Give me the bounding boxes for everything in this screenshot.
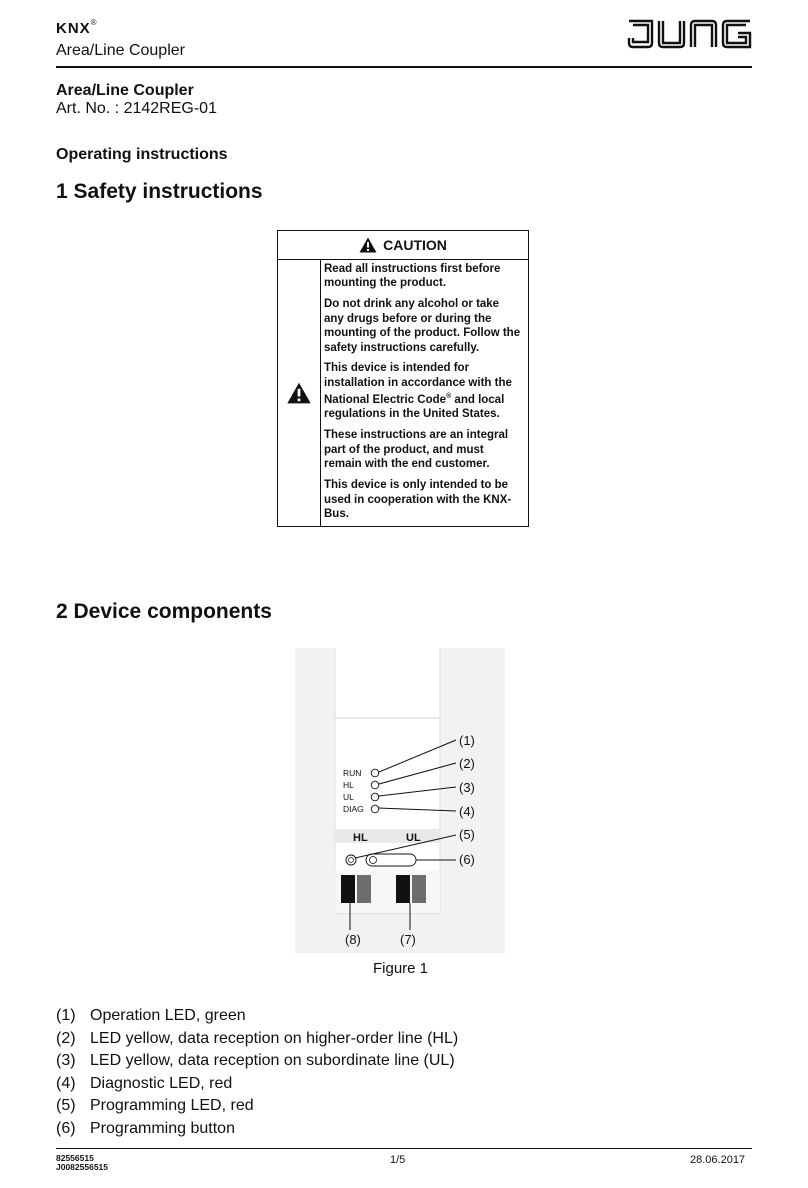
list-item: (4) Diagnostic LED, red bbox=[56, 1074, 233, 1092]
header-doc-title: Area/Line Coupler bbox=[56, 42, 185, 59]
device-components-figure bbox=[290, 648, 510, 953]
caution-paragraph: These instructions are an integral part of the product, and must remain with the end customer. bbox=[324, 429, 509, 471]
caution-paragraph: This device is intended for installation in accordance with the National Electric Code® and local regulations in the United States. bbox=[324, 362, 512, 421]
section-2-heading: 2 Device components bbox=[56, 600, 272, 623]
device-top-panel bbox=[335, 648, 440, 718]
article-number: Art. No. : 2142REG-01 bbox=[56, 100, 217, 117]
hl-terminal-black bbox=[341, 875, 355, 903]
footer-code: 82556515 bbox=[56, 1153, 94, 1163]
warning-icon bbox=[286, 382, 312, 404]
header-rule bbox=[56, 66, 752, 68]
figure-caption: Figure 1 bbox=[373, 960, 429, 977]
led-label: UL bbox=[343, 792, 354, 802]
caution-header bbox=[278, 231, 528, 260]
caution-label: CAUTION bbox=[383, 237, 447, 253]
hl-terminal-grey bbox=[357, 875, 371, 903]
diag-led bbox=[371, 805, 379, 813]
run-led bbox=[371, 769, 379, 777]
product-name: Area/Line Coupler bbox=[56, 82, 194, 99]
led-label: HL bbox=[343, 780, 354, 790]
callout-5: (5) bbox=[459, 827, 475, 842]
terminal-label-band bbox=[335, 829, 440, 843]
jung-logo bbox=[626, 18, 754, 50]
callout-4: (4) bbox=[459, 804, 475, 819]
warning-icon bbox=[359, 237, 377, 253]
caution-icon-cell bbox=[278, 259, 321, 526]
callout-6: (6) bbox=[459, 852, 475, 867]
caution-text bbox=[324, 262, 522, 528]
callout-1: (1) bbox=[459, 733, 475, 748]
footer-rule bbox=[56, 1148, 752, 1149]
list-item: (5) Programming LED, red bbox=[56, 1097, 254, 1114]
operating-instructions-label: Operating instructions bbox=[56, 146, 228, 163]
terminal-label: HL bbox=[353, 832, 368, 844]
knx-logo: KNX® bbox=[56, 18, 98, 37]
programming-led bbox=[346, 855, 356, 865]
page-number: 1/5 bbox=[390, 1154, 406, 1166]
caution-paragraph: Do not drink any alcohol or take any drugs before or during the mounting of the product. Follow the safety instructions carefully. bbox=[324, 298, 521, 354]
led-label: RUN bbox=[343, 768, 362, 778]
section-1-heading: 1 Safety instructions bbox=[56, 180, 263, 203]
footer-code-long: J0082556515 bbox=[56, 1162, 109, 1172]
list-item: (2) LED yellow, data reception on higher-order line (HL) bbox=[56, 1029, 459, 1047]
caution-paragraph: This device is only intended to be used in cooperation with the KNX-Bus. bbox=[324, 479, 512, 520]
led-label: DIAG bbox=[343, 804, 364, 814]
ul-led bbox=[371, 793, 379, 801]
callout-2: (2) bbox=[459, 756, 475, 771]
footer-date: 28.06.2017 bbox=[690, 1154, 746, 1166]
programming-button bbox=[366, 854, 416, 866]
list-item: (6) Programming button bbox=[56, 1119, 235, 1137]
caution-box bbox=[277, 230, 529, 527]
callout-3: (3) bbox=[459, 780, 475, 795]
list-item: (1) Operation LED, green bbox=[56, 1007, 246, 1024]
caution-paragraph: Read all instructions first before mounting the product. bbox=[324, 263, 501, 290]
jung-logo-text: JUNG bbox=[690, 38, 693, 39]
terminal-label: UL bbox=[406, 832, 421, 844]
hl-led bbox=[371, 781, 379, 789]
ul-terminal-grey bbox=[412, 875, 426, 903]
ul-terminal-black bbox=[396, 875, 410, 903]
list-item: (3) LED yellow, data reception on subordinate line (UL) bbox=[56, 1052, 455, 1069]
component-list bbox=[56, 1005, 458, 1140]
callout-7: (7) bbox=[400, 932, 416, 947]
callout-8: (8) bbox=[345, 932, 361, 947]
